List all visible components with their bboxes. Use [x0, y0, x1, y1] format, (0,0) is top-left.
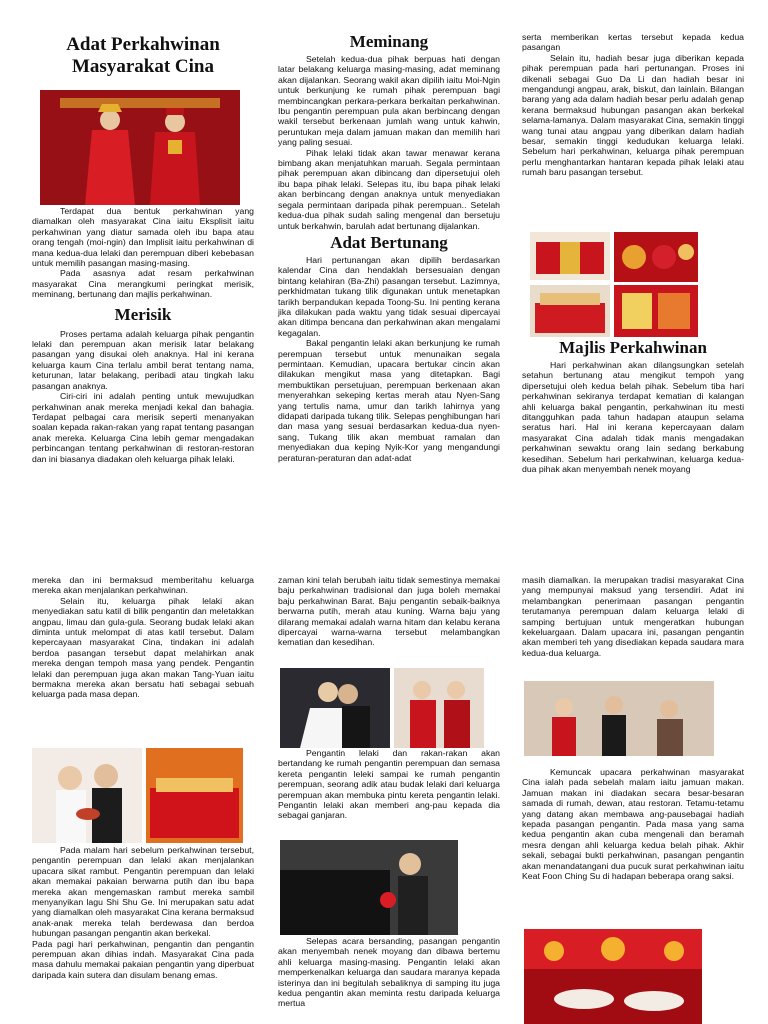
b2-paragraph-2: Pengantin lelaki dan rakan-rakan akan bertandang ke rumah pengantin perempuan dan semasa kereta pengantin leleki sampai ke rumah pengantin perempuan, seorang adik atau budak lelaki dari keluarga perempuan akan membuka pintu kereta pengantin lelaki. Pengantin lelaki akan memberi ang-pau kepada dia sebagai ganjaran. — [278, 748, 500, 821]
meminang-paragraph-2: Pihak lelaki tidak akan tawar menawar kerana bimbang akan menjatuhkan maruah. Segala permintaan pihak perempuan akan dibincang dan dipersetujui oleh ibu bapa pihak lelaki. Selepas itu, ibu bapa pihak lelaki akan berbincang dengan anaknya untuk menyediakan segala permintaan daripada pihak perempuan.. Setelah kedua-dua pihak sudah saling mengenal dan bersetuju untuk berkahwin, barulah adat bertunang dijalankan. — [278, 147, 500, 231]
top-column-1-body — [32, 206, 254, 464]
section-heading-majlis: Majlis Perkahwinan — [559, 338, 707, 357]
bridal-bed-photo — [146, 748, 243, 843]
meminang-paragraph-1: Setelah kedua-dua pihak berpuas hati dengan latar belakang keluarga masing-masing, adat meminang akan dijalankan. Seorang wakil akan dipilih iaitu Moi-Ngin untuk berkunjung ke rumah pihak perempuan bagi membincangkan perkara-perkara berkaitan perkahwinan. Ibu pengantin perempuan pula akan berbincang dengan wakil tersebut berkenaan jumlah wang untuk kahwin, peruntukan meja dalam jamuan makan dan memilih hari yang paling sesuai. — [278, 54, 500, 148]
bottom-column-3 — [522, 575, 744, 658]
gift-basket-photo — [530, 285, 610, 337]
bertunang-paragraph-2: Bakal pengantin lelaki akan berkunjung ke rumah perempuan tersebut untuk menunaikan segala permintaan. Kemudian, upacara bertukar cincin akan dilakukan mengikut masa yang ditetapkan. Bagi membuktikan persetujuan, perempuan berkenaan akan menyerahkan sekeping kertas merah atau Nyen-Sang yang tertulis nama, umur dan tarikh lahirnya yang didapati daripada tukang tilik. Selepas penghibungan hari dan masa yang sesuai berdasarkan kedua-dua nyen-sang, Tukang tilik akan membuat ramalan dan menyediakan dua keping Nyik-Kor yang mengandungi peraturan-peraturan dan adat-adat — [278, 338, 500, 463]
majlis-paragraph-1: Hari perkahwinan akan dilangsungkan setelah setahun bertunang atau mengikut tempoh yang dipersetujui oleh kedua belah pihak. Sebelum tiba hari perkahwinan sekiranya terdapat kematian di kalangan ahli keluarga bakal pengantin, perkahwinan itu mesti ditangguhkan pada tahun hadapan ataupun selama seratus hari. Hal ini kerana kepercayaan dalam masyarakat Cina adalah tidak manis mengadakan perkahwinan sewaktu orang lain sedang berkabung kesedihan. Sebelum hari perkahwinan, keluarga kedua-dua pihak akan menyembah nenek moyang — [522, 360, 744, 475]
title-line-2: Masyarakat Cina — [72, 56, 214, 77]
bertunang-paragraph-1: Hari pertunangan akan dipilih berdasarkan kalendar Cina dan hendaklah bersesuaian dengan bintang kelahiran (Ba-Zhi) pasangan tersebut. Lazimnya, perkhidmatan tukang tilik digunakan untuk menetapkan tarikh berpandukan kepada Toong-Su. Ini penting kerana jika dilakukan pada waktu yang tidak sesuai dipercayai akan ditimpa bencana dan perkahwinan akan mengalami kegagalan. — [278, 254, 500, 338]
hantaran-photo-2 — [614, 285, 698, 337]
bottom-column-2-lower — [278, 936, 500, 1009]
merisik-paragraph-2: Ciri-ciri ini adalah penting untuk mewujudkan perkahwinan anak mereka menjadi kekal dan bahagia. Terdapat pelbagai cara merisik seperti menanyakan soalan kepada rakan-rakan yang rapat tentang pasangan anak mereka. Keluarga Cina lebih gemar mengadakan perbincangan tentang perkahwinan di restoran-restoran dan ini biasanya diadakan oleh keluarga pihak lelaki. — [32, 391, 254, 464]
b3-paragraph-2: Kemuncak upacara perkahwinan masyarakat Cina ialah pada sebelah malam iaitu jamuan makan. Jamuan makan ini diadakan secara besar-besaran samada di rumah, dewan, atau restoran. Tetamu-tetamu yang datang akan membawa ang-pausebagai hadiah kepada pasangan pengantin. Pada masa yang sama kedua pengantin akan cuba mengenali dan beramah mesra dengan ahli keluarga kedua belah pihak. Akhir sekali, sebagai bukti perkahwinan, pasangan pengantin akan menandatangani dua pucuk surat perkahwinan iaitu Keat Foon Ching Su di hadapan beberapa orang saksi. — [522, 767, 744, 882]
col3-paragraph-1: serta memberikan kertas tersebut kepada kedua pasangan — [522, 32, 744, 53]
traditional-wedding-photo — [394, 668, 484, 748]
title-line-1: Adat Perkahwinan — [66, 34, 220, 55]
b2-paragraph-3: Selepas acara bersanding, pasangan pengantin akan menyembah nenek moyang dan dibawa bertemu ahli keluarga masing-masing. Pengantin lelaki akan memperkenalkan keluarga dan saudara maranya kepada isterinya dan ini begitulah sebaliknya di samping itu juga kedua pengantin akan meminta restu daripada keluarga mertua — [278, 936, 500, 1009]
col3-paragraph-2: Selain itu, hadiah besar juga diberikan kepada pihak perempuan pada hari pertunangan. Proses ini dikenali sebagai Guo Da Li dan hadiah besar ini mengandungi angpau, arak, biskut, dan lainlain. Bilangan barang yang ada dalam hadiah besar perlu adalah genap kerana bermaksud hubungan pasangan akan berkekal selama-lamanya. Dalam masyarakat Cina, semakin tinggi wang tunai atau angpau yang diberikan dalam hadiah besar, semakin tinggi kedudukan keluarga lelaki. Sebelum hari perkahwinan, keluarga pihak perempuan perlu menghantarkan hantaran kepada pihak lelaki atau rumah baru pasangan tersebut. — [522, 52, 744, 178]
merisik-paragraph-1: Proses pertama adalah keluarga pihak pengantin lelaki dan perempuan akan merisik latar belakang pasangan yang disukai oleh anaknya. Hal ini kerana keluarga kaum Cina terlalu ambil berat tentang nama, keturunan, latar belakang, peribadi atau tingkah laku pasangan anaknya. — [32, 328, 254, 391]
western-wedding-photo — [280, 668, 390, 748]
bottom-column-3-lower — [522, 767, 744, 881]
section-heading-merisik: Merisik — [114, 304, 172, 324]
b2-paragraph-1: zaman kini telah berubah iaitu tidak semestinya memakai baju perkahwinan tradisional dan juga boleh memakai baju perkahwinan Barat. Baju pengantin sebaik-baiknya berwarna putih, merah atau kuning. Warna baju yang dilarang memakai adalah warna hitam dan kelabu kerana dipercayai warna-warna tersebut melambangkan kematian dan kesedihan. — [278, 575, 500, 648]
b1-paragraph-3: Pada malam hari sebelum perkahwinan tersebut, pengantin perempuan dan lelaki akan menjalankan upacara sikat rambut. Pengantin perempuan dan lelaki akan memakai pakaian berwarna putih dan ibu bapa mereka akan mengemaskan rambut mereka sambil menyanyikan lagu Shi Shu Ge. Ini merupakan satu adat yang diamalkan oleh masyarakat Cina kerana bermaksud anak-anak mereka telah berdewasa dan berdoa hubungan pasangan pengantin akan berkekal. — [32, 845, 254, 939]
hantaran-photo-1 — [614, 232, 698, 282]
section-heading-meminang: Meminang — [349, 32, 429, 51]
bottom-column-2 — [278, 575, 500, 648]
top-column-2 — [278, 32, 500, 463]
intro-paragraph-1: Terdapat dua bentuk perkahwinan yang diamalkan oleh masyarakat Cina iaitu Eksplisit iaitu perkahwinan yang diatur samada oleh ibu bapa atau orang tengah (moi-ngin) dan Implisit iaitu perkahwinan di mana kedua-dua lelaki dan perempuan diberi kebebasan untuk memilih pasangan masing-masing. — [32, 206, 254, 269]
tea-ceremony-photo — [524, 681, 714, 756]
banquet-hall-photo — [524, 929, 702, 1024]
b3-paragraph-1: masih diamalkan. Ia merupakan tradisi masyarakat Cina yang mempunyai maksud yang tersendiri. Adat ini melambangkan penerimaan pasangan pengantin terutamanya perempuan dalam keluarga lelaki di samping bertujuan untuk mengeratkan hubungan kekeluargaan. Dalam upacara ini, pasangan pengantin akan memberi teh yang disediakan kepada saudara mara kedua-dua keluarga. — [522, 575, 744, 658]
bottom-column-1 — [32, 575, 254, 700]
section-heading-bertunang: Adat Bertunang — [330, 232, 448, 252]
b1-paragraph-1: mereka dan ini bermaksud memberitahu keluarga mereka akan menjalankan perkahwinan. — [32, 575, 254, 596]
car-door-photo — [280, 840, 458, 935]
bottom-column-2-mid — [278, 748, 500, 821]
article-title — [32, 34, 254, 78]
bride-groom-photo — [40, 90, 240, 205]
b1-paragraph-4: Pada pagi hari perkahwinan, pengantin dan pengantin perempuan akan dihias indah. Masyarakat Cina pada masa dahulu memakai pakaian pengantin yang diperbuat daripada kain sutera dan disulam benang emas. — [32, 938, 254, 980]
top-column-1 — [32, 34, 254, 78]
bottom-column-1-lower — [32, 845, 254, 980]
top-column-3-bottom — [522, 338, 744, 474]
top-column-3 — [522, 32, 744, 178]
b1-paragraph-2: Selain itu, keluarga pihak lelaki akan menyediakan satu katil di bilik pengantin dan meletakkan angpau, limau dan gula-gula. Seorang budak lelaki akan diminta untuk melompat di atas katil tersebut. Dalam kepercayaan masyarakat Cina, tindakan ini adalah berdoa pasangan tersebut dapat melahirkan anak mereka dengan tempoh masa yang pendek. Pengantin lelaki dan perempuan juga akan makan Tang-Yuan iaitu bermakna mereka akan bersatu hati sebagai sebuah keluarga pada masa depan. — [32, 595, 254, 700]
couple-eating-photo — [32, 748, 142, 843]
intro-paragraph-2: Pada asasnya adat resam perkahwinan masyarakat Cina merangkumi peringkat merisik, meminang, bertunang dan majlis perkahwinan. — [32, 268, 254, 300]
gift-box-photo — [530, 232, 610, 280]
